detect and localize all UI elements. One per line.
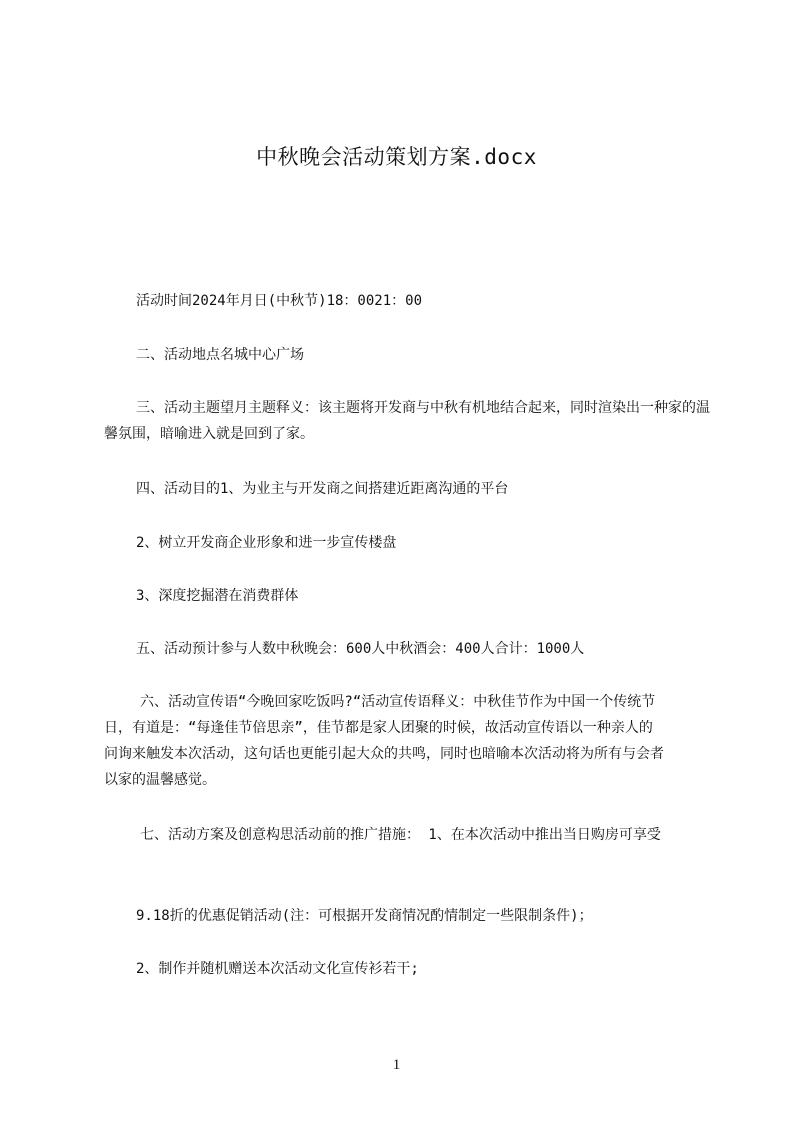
paragraph-participants: 五、活动预计参与人数中秋晚会：600人中秋酒会：400人合计：1000人 — [136, 641, 585, 657]
document-title: 中秋晚会活动策划方案.docx — [256, 145, 537, 169]
paragraph-discount: 9.18折的优惠促销活动(注：可根据开发商情况酌情制定一些限制条件)； — [136, 908, 593, 924]
paragraph-activity-location: 二、活动地点名城中心广场 — [136, 347, 304, 363]
paragraph-slogan: 六、活动宣传语“今晚回家吃饭吗?“活动宣传语释义：中秋佳节作为中国一个传统节日，有道是：“每逢佳节倍思亲”，佳节都是家人团聚的时候，故活动宣传语以一种亲人的问询来触发本次活动，这句话也更能引起大众的共鸣，同时也暗喻本次活动将为所有与会者以家的温馨感觉。 — [104, 694, 664, 788]
paragraph-activity-time: 活动时间2024年月日(中秋节)18：0021：00 — [136, 293, 423, 309]
paragraph-plan: 七、活动方案及创意构思活动前的推广措施： 1、在本次活动中推出当日购房可享受 — [140, 827, 661, 843]
paragraph-purpose-3: 3、深度挖掘潜在消费群体 — [136, 588, 299, 604]
paragraph-activity-purpose: 四、活动目的1、为业主与开发商之间搭建近距离沟通的平台 — [136, 481, 509, 497]
paragraph-activity-theme: 三、活动主题望月主题释义：该主题将开发商与中秋有机地结合起来，同时渲染出一种家的温馨氛围，暗喻进入就是回到了家。 — [104, 400, 710, 442]
paragraph-tshirt: 2、制作并随机赠送本次活动文化宣传衫若干; — [136, 961, 419, 977]
page-number: 1 — [392, 1057, 401, 1073]
paragraph-purpose-2: 2、树立开发商企业形象和进一步宣传楼盘 — [136, 535, 397, 551]
